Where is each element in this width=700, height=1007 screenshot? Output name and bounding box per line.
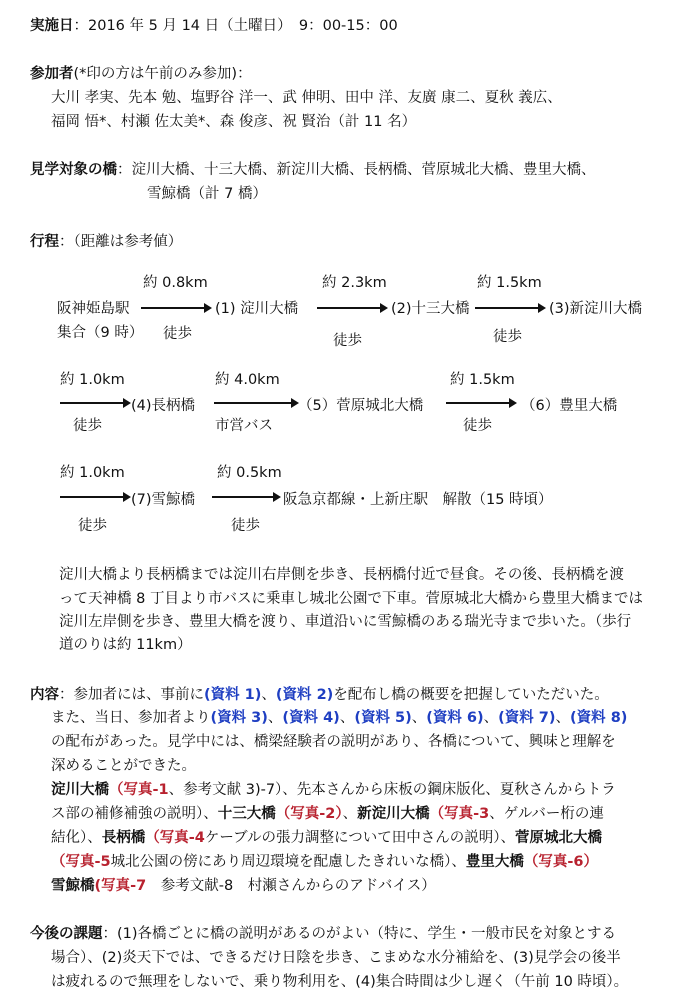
content-text: 、 (267, 710, 283, 726)
content-text: を配布し橋の概要を把握していただいた。 (333, 687, 609, 703)
participants-note: (*印の方は午前のみ参加)： (73, 66, 252, 82)
participants-line-2: 福岡 悟*、村瀬 佐太美*、森 俊彦、祝 賢治（計 11 名） (51, 114, 417, 130)
route-arrow (212, 496, 274, 498)
date-value: ：2016 年 5 月 14 日（土曜日） 9：00-15：00 (73, 18, 398, 34)
route-arrow (214, 402, 292, 404)
route-stop: （6）豊里大橋 (521, 398, 618, 414)
route-stop: 阪急京都線・上新庄駅 解散（15 時頃） (283, 492, 553, 508)
route-arrow (141, 307, 205, 309)
future-text: ：(1)各橋ごとに橋の説明があるのがよい（特に、学生・一般市民を対象とする (102, 926, 617, 942)
content-text: 、参考文献 3)-7）、先本さんから床板の鋼床版化、夏秋さんからトラ (168, 782, 616, 798)
bridge-name: 淀川大橋 (51, 782, 109, 798)
route-distance: 約 2.3km (322, 275, 387, 291)
photo-ref: （写真-2） (275, 806, 343, 822)
material-ref: (資料 4) (282, 710, 340, 726)
future-label: 今後の課題 (30, 926, 103, 942)
content-text: 、 (342, 806, 358, 822)
route-distance: 約 1.5km (477, 275, 542, 291)
participants-heading (30, 62, 252, 83)
content-text: ス部の補修補強の説明）、 (51, 806, 218, 822)
content-text: ：参加者には、事前に (59, 687, 204, 703)
itinerary-heading (30, 230, 182, 251)
content-text: 結化）、 (51, 830, 102, 846)
bridge-name: 菅原城北大橋 (515, 830, 603, 846)
summary-line: 淀川大橋より長柄橋までは淀川右岸側を歩き、長柄橋付近で昼食。その後、長柄橋を渡 (59, 567, 624, 583)
content-line (51, 706, 627, 727)
content-line (51, 778, 616, 799)
route-arrow (60, 402, 124, 404)
bridge-name: 雪鯨橋 (51, 878, 95, 894)
route-mode: 徒歩 (163, 326, 192, 342)
meeting-time: 集合（9 時） (57, 325, 144, 341)
route-stop: (2)十三大橋 (391, 301, 470, 317)
participants-label: 参加者 (30, 66, 74, 82)
participants-line-1: 大川 孝実、先本 勉、塩野谷 洋一、武 伸明、田中 洋、友廣 康二、夏秋 義広、 (51, 90, 562, 106)
route-distance: 約 1.0km (60, 465, 125, 481)
route-stop: (7)雪鯨橋 (131, 492, 196, 508)
bridge-name: 十三大橋 (217, 806, 276, 822)
material-ref: (資料 6) (426, 710, 484, 726)
start-station: 阪神姫島駅 (57, 301, 130, 317)
material-ref: (資料 5) (354, 710, 412, 726)
route-mode: 徒歩 (493, 329, 522, 345)
content-text: また、当日、参加者より (51, 710, 211, 726)
photo-ref: （写真-5 (51, 854, 111, 870)
bridges-label: 見学対象の橋 (30, 162, 117, 178)
material-ref: (資料 8) (570, 710, 628, 726)
bridges-line-1: ：淀川大橋、十三大橋、新淀川大橋、長柄橋、菅原城北大橋、豊里大橋、 (117, 162, 596, 178)
route-stop: (1) 淀川大橋 (215, 301, 299, 317)
summary-line: 道のりは約 11km） (59, 637, 192, 653)
route-distance: 約 0.5km (217, 465, 282, 481)
content-text: 、 (483, 710, 499, 726)
route-arrow (475, 307, 539, 309)
material-ref: (資料 3) (210, 710, 268, 726)
route-distance: 約 1.0km (60, 372, 125, 388)
content-text: ケーブルの張力調整について田中さんの説明）、 (204, 830, 516, 846)
bridges-line-2: 雪鯨橋（計 7 橋） (147, 186, 267, 202)
bridge-name: 豊里大橋 (465, 854, 524, 870)
future-line: は疲れるので無理をしないで、乗り物利用を、(4)集合時間は少し遅く（午前 10 時頃）。 (51, 974, 629, 990)
content-line (51, 826, 602, 847)
summary-line: って天神橋 8 丁目より市バスに乗車し城北公園で下車。菅原城北大橋から豊里大橋までは (59, 591, 643, 607)
content-text: 、 (555, 710, 571, 726)
route-arrow (446, 402, 510, 404)
material-ref: (資料 7) (498, 710, 556, 726)
content-label: 内容 (30, 687, 59, 703)
itinerary-label: 行程 (30, 234, 59, 250)
content-line (30, 683, 609, 704)
photo-ref: (写真-7 (94, 878, 147, 894)
material-ref: (資料 2) (275, 687, 334, 703)
content-text: 、ゲルバー桁の連 (489, 806, 604, 822)
route-stop: (4)長柄橋 (131, 398, 196, 414)
future-line (30, 922, 616, 943)
date-label: 実施日 (30, 18, 74, 34)
route-mode: 徒歩 (73, 418, 102, 434)
route-distance: 約 1.5km (450, 372, 515, 388)
itinerary-note: ：（距離は参考値） (59, 234, 183, 250)
content-line (51, 874, 436, 895)
route-arrow (60, 496, 124, 498)
route-distance: 約 0.8km (143, 275, 208, 291)
bridge-name: 長柄橋 (101, 830, 146, 846)
content-line (51, 802, 604, 823)
content-text: 城北公園の傍にあり周辺環境を配慮したきれいな橋）、 (110, 854, 466, 870)
route-mode: 徒歩 (463, 418, 492, 434)
route-arrow (317, 307, 381, 309)
content-text: 参考文献-8 村瀬さんからのアドバイス） (146, 878, 436, 894)
route-mode: 市営バス (215, 418, 273, 434)
route-mode: 徒歩 (231, 518, 260, 534)
material-ref: (資料 1) (204, 687, 262, 703)
summary-line: 淀川左岸側を歩き、豊里大橋を渡り、車道沿いに雪鯨橋のある瑞光寺まで歩いた。（歩行 (59, 614, 632, 630)
photo-ref: （写真-1 (109, 782, 169, 798)
bridge-name: 新淀川大橋 (357, 806, 430, 822)
content-line: の配布があった。見学中には、橋梁経験者の説明があり、各橋について、興味と理解を (51, 734, 616, 750)
bridges-heading (30, 158, 596, 179)
future-line: 場合）、(2)炎天下では、できるだけ日陰を歩き、こまめな水分補給を、(3)見学会の後半 (51, 950, 621, 966)
date-line (30, 14, 398, 35)
content-text: 、 (411, 710, 427, 726)
content-line: 深めることができた。 (51, 758, 196, 774)
content-line (51, 850, 598, 871)
route-mode: 徒歩 (333, 333, 362, 349)
route-mode: 徒歩 (78, 518, 107, 534)
content-text: 、 (339, 710, 355, 726)
content-text: 、 (261, 687, 276, 703)
route-stop: （5）菅原城北大橋 (298, 398, 424, 414)
photo-ref: （写真-6） (523, 854, 598, 870)
photo-ref: （写真-3 (429, 806, 490, 822)
route-stop: (3)新淀川大橋 (549, 301, 643, 317)
route-distance: 約 4.0km (215, 372, 280, 388)
photo-ref: （写真-4 (145, 830, 205, 846)
